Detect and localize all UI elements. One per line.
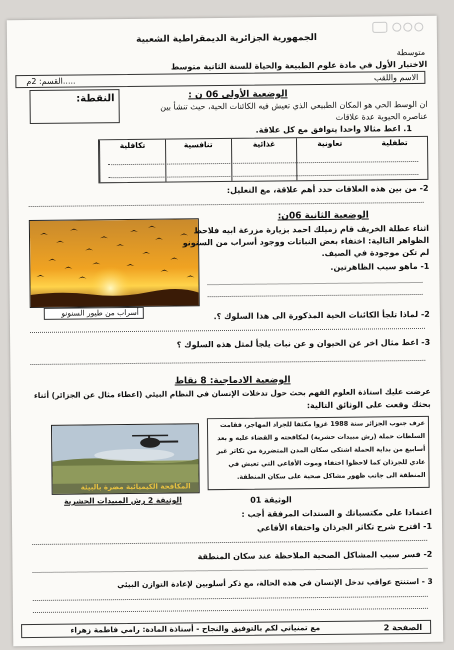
situation3-title: الوضعية الادماجية: 8 نقاط [174,375,291,387]
answer-line [30,328,425,333]
doc1-line: السلطات حملة (رش مبيدات حشرية) لمكافحته و القضاء عليه و بعد [217,431,426,443]
swallows-caption-box [44,307,144,320]
page-number: الصفحة 2 [383,622,423,633]
s2-para-line2: الظواهر التالية: اختفاء بعض النباتات ووجود أسراب من السنونو [182,235,430,248]
swallows-image [30,219,200,308]
footer-bar [21,620,431,638]
doc1-line: عرف جنوب الجزائر سنة 1988 غزوا مكثفا للجراد المهاجر، فقامت [219,418,426,430]
s3-para-line2: بحثك وقعت على الوثائق التالية: [306,399,431,411]
spraying-photo [51,423,200,495]
s3-question3: 3 - استنتج عواقب تدخل الإنسان في هذه الحالة، مع ذكر أسلوبين لإعادة التوازن البيئي [117,576,433,590]
republic-title: الجمهورية الجزائرية الديمقراطية الشعبية [136,33,317,45]
s3-question1: 1- اقترح شرح تكاثر الجرذان واختفاء الأفاعي [256,521,433,533]
s3-instruction: اعتمادا على مكتسباتك و السندات المرفقة أجب : [241,507,432,519]
s1-intro-line2: عناصره الحيوية عدة علاقات [335,111,428,122]
s2-para-line3: لم تكن موجودة في الصيف. [321,247,430,258]
answer-line [208,294,423,297]
s2-para-line1: اثناء عطلة الخريف قام زميلك احمد بزيارة مزرعة ابيه فلاحظ [193,223,429,236]
s1-intro-line1: ان الوسط الحي هو المكان الطبيعي الذي تعيش فيه الكائنات الحية، حيث تنشأ بين [160,99,428,112]
swallows-photo [29,218,200,308]
relation-cell: تطفلية [381,138,408,148]
relation-cell: تكافلية [99,140,165,183]
exam-title: الاختبار الأول في مادة علوم الطبيعة والحياة للسنة الثانية متوسط [170,59,428,72]
spraying-caption: المكافحة الكيميائية مضرة بالبيئة [80,482,191,492]
answer-line [33,596,428,601]
answer-line [29,202,424,207]
name-label: الاسم واللقب [373,72,419,83]
doc1-line: عادي للجرذان كما لاحظوا اختفاء وموت الأفاعي التي تعيش في [228,457,426,468]
document1-box [207,416,430,490]
s3-question2: 2- فسر سبب المشاكل الصحية الملاحظة عند سكان المنطقة [197,549,433,562]
s1-question2: 2- من بين هذه العلاقات حدد أهم علاقة، مع التعليل: [226,183,429,195]
relation-cell: تنافسية [165,139,231,182]
answer-line [33,568,428,573]
relation-cell: غذائية [231,138,297,181]
doc1-label: الوثيقة 01 [250,495,292,505]
s2-question1: 1- ماهو سبب الظاهرتين. [330,261,430,272]
answer-line [30,360,425,365]
class-label: القسم: 2م..... [26,76,76,87]
grade-box [29,89,119,124]
school-level: متوسطة [396,47,426,58]
watermark-icon [371,20,431,35]
answer-line [208,282,423,285]
relation-cell: تعاونية [296,138,362,181]
exam-page [7,16,444,646]
name-class-bar [15,71,425,88]
grade-label: النقطة: [76,93,115,105]
s2-question2: 2- لماذا تلجأ الكائنات الحية المذكورة الى هذا السلوك ؟. [213,309,430,322]
s1-question1: 1. اعط مثالا واحدا يتوافق مع كل علاقة. [255,124,412,135]
s2-question3: 3- اعط مثال اخر عن الحيوان و عن نبات يلجأ لمثل هذه السلوك ؟ [176,337,431,350]
s3-para-line1: عرضت عليك استاذة العلوم الفهم بحث حول تدخلات الإنسان في النظام البيئي (اعطاء مثال عن الجزائر) أثناء [33,386,431,401]
footer-wish: مع تمنياتي لكم بالتوفيق والنجاح - أستاذة المادة: رامي فاطمة زهراء [70,623,321,635]
swallows-caption: أسراب من طيور السنونو [61,307,139,318]
answer-line [33,608,428,613]
situation2-title: الوضعية الثانية 06ن: [277,210,369,222]
doc1-line: المنطقة الى جانب ظهور مشاكل صحية على سكان المنطقة. [236,470,426,481]
doc2-label: الوثيقة 2 رش المبيدات الحشرية [64,495,182,506]
doc1-line: أسابيع من بداية الحملة اشتكى سكان المدن المتضررة من تكاثر غير [216,444,426,456]
situation1-title: الوضعية الأولى 06 ن : [188,89,288,101]
answer-line [32,540,427,545]
